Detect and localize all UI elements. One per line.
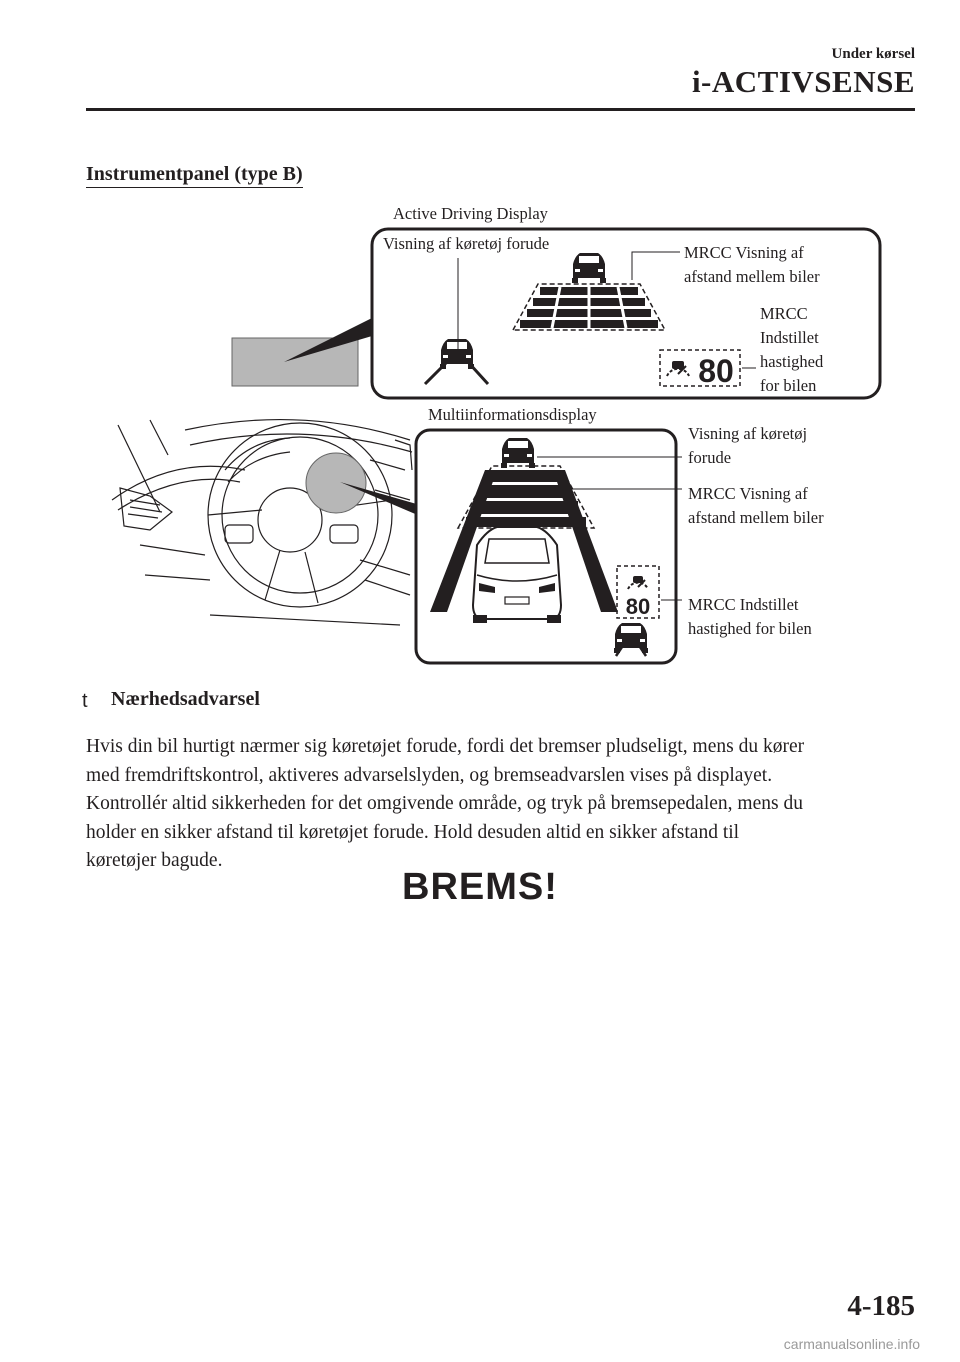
label-distance-mid-2: afstand mellem biler [688,508,824,527]
label-active-driving-display: Active Driving Display [393,204,548,223]
bullet-marker: t [82,690,88,712]
footer-watermark: carmanualsonline.info [783,1336,920,1352]
section-title: Instrumentpanel (type B) [86,163,303,188]
own-vehicle-large [473,527,561,623]
body-line: Hvis din bil hurtigt nærmer sig køretøjet forude, fordi det bremser pludseligt, mens du kører [86,736,805,757]
header-section-label: Under kørsel [831,46,915,62]
set-speed-value-mid: 80 [625,594,651,619]
set-speed-value-adp: 80 [698,353,734,389]
label-multi-info-display: Multiinformationsdisplay [428,405,597,424]
body-line: Kontrollér altid sikkerheden for det omgivende område, og tryk på bremsepedalen, mens du [86,793,803,814]
label-speed-adp-2: Indstillet [760,328,819,347]
label-vehicle-ahead-mid-1: Visning af køretøj [688,424,808,443]
label-vehicle-ahead-mid-2: forude [688,448,732,467]
body-line: holder en sikker afstand til køretøjet forude. Hold desuden altid en sikker afstand til [86,821,740,843]
label-speed-mid-1: MRCC Indstillet [688,595,799,614]
label-distance-adp-2: afstand mellem biler [684,267,820,286]
page-number: 4-185 [847,1290,915,1322]
body-paragraph [86,733,926,876]
label-speed-mid-2: hastighed for bilen [688,619,812,638]
label-vehicle-ahead-adp: Visning af køretøj forude [383,234,550,253]
brake-warning-text: BREMS! [402,866,558,908]
dashboard-illustration [112,420,412,625]
label-speed-adp-3: hastighed [760,352,824,371]
label-distance-mid-1: MRCC Visning af [688,484,808,503]
label-speed-adp-1: MRCC [760,304,808,323]
body-line: med fremdriftskontrol, aktiveres advarselslyden, og bremseadvarslen vises på displayet. [86,764,773,786]
header-chapter-title: i-ACTIVSENSE [691,64,915,99]
label-distance-adp-1: MRCC Visning af [684,243,804,262]
subsection-title: Nærhedsadvarsel [111,688,260,710]
multi-info-display-highlight [306,453,366,513]
body-line: køretøjer bagude. [86,850,223,871]
label-speed-adp-4: for bilen [760,376,817,395]
